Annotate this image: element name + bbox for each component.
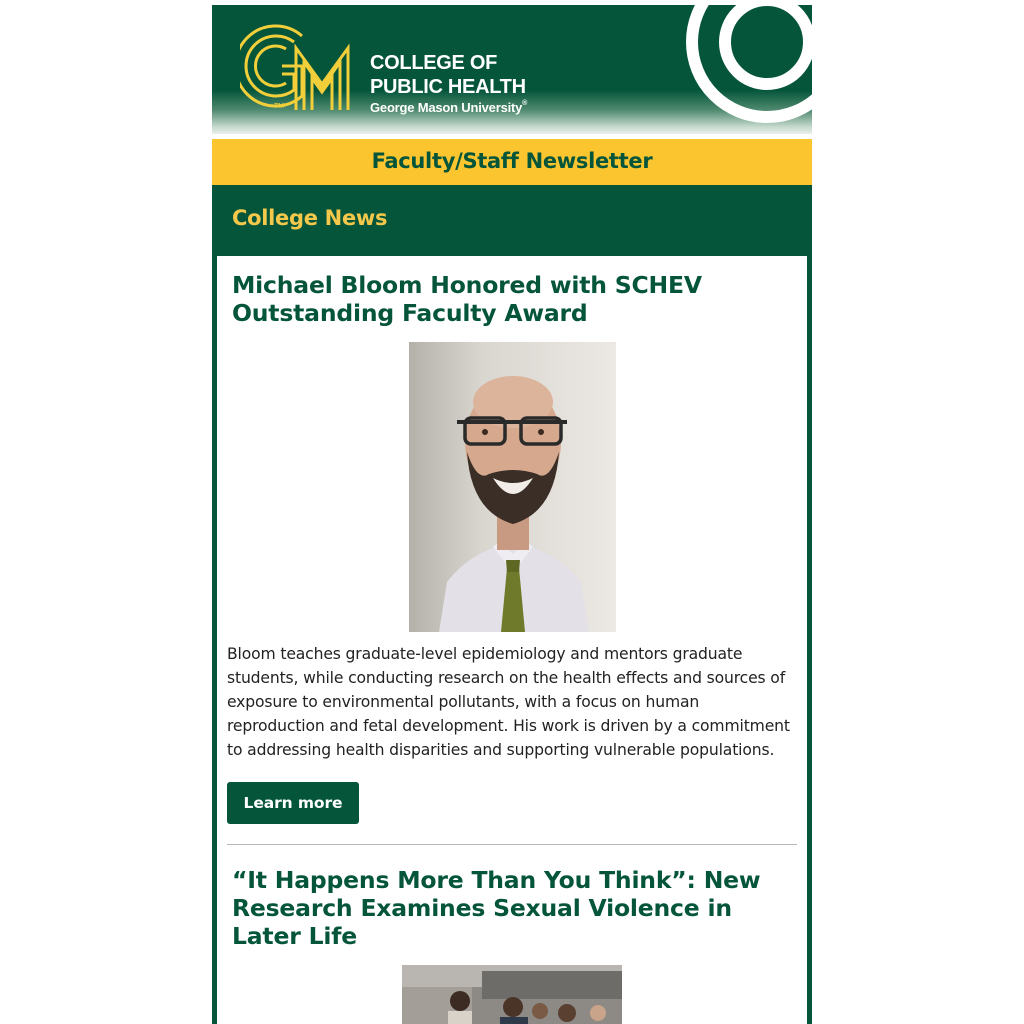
newsletter-header [212,5,812,134]
college-name-line1: COLLEGE OF [370,52,498,74]
gmu-logo-icon [240,22,358,114]
news-frame [212,185,812,1024]
article-divider [227,844,797,845]
learn-more-button[interactable]: Learn more [227,782,359,824]
college-name-line2: PUBLIC HEALTH [370,76,526,98]
news-content [217,256,807,1024]
university-name-text: George Mason University [370,100,523,115]
section-header [217,185,807,256]
article-title[interactable]: Michael Bloom Honored with SCHEV Outstanding Faculty Award [232,271,702,327]
newsletter-email [212,5,812,1024]
university-name [370,100,527,115]
logo-trademark: TM [274,103,285,110]
article-photo[interactable] [409,342,616,632]
section-title: College News [232,206,388,230]
article-photo[interactable] [402,965,622,1024]
newsletter-title: Faculty/Staff Newsletter [371,149,653,173]
article-title[interactable]: “It Happens More Than You Think”: New Research Examines Sexual Violence in Later Life [232,866,761,950]
newsletter-banner [212,139,812,185]
article-summary: Bloom teaches graduate-level epidemiology and mentors graduate students, while conducting research on the health effects and sources of exposure to environmental pollutants, with a focus on human reproduction and fetal development. His work is driven by a commitment to addressing health disparities and supporting vulnerable populations. [227,645,790,759]
registered-mark: ® [522,100,528,107]
